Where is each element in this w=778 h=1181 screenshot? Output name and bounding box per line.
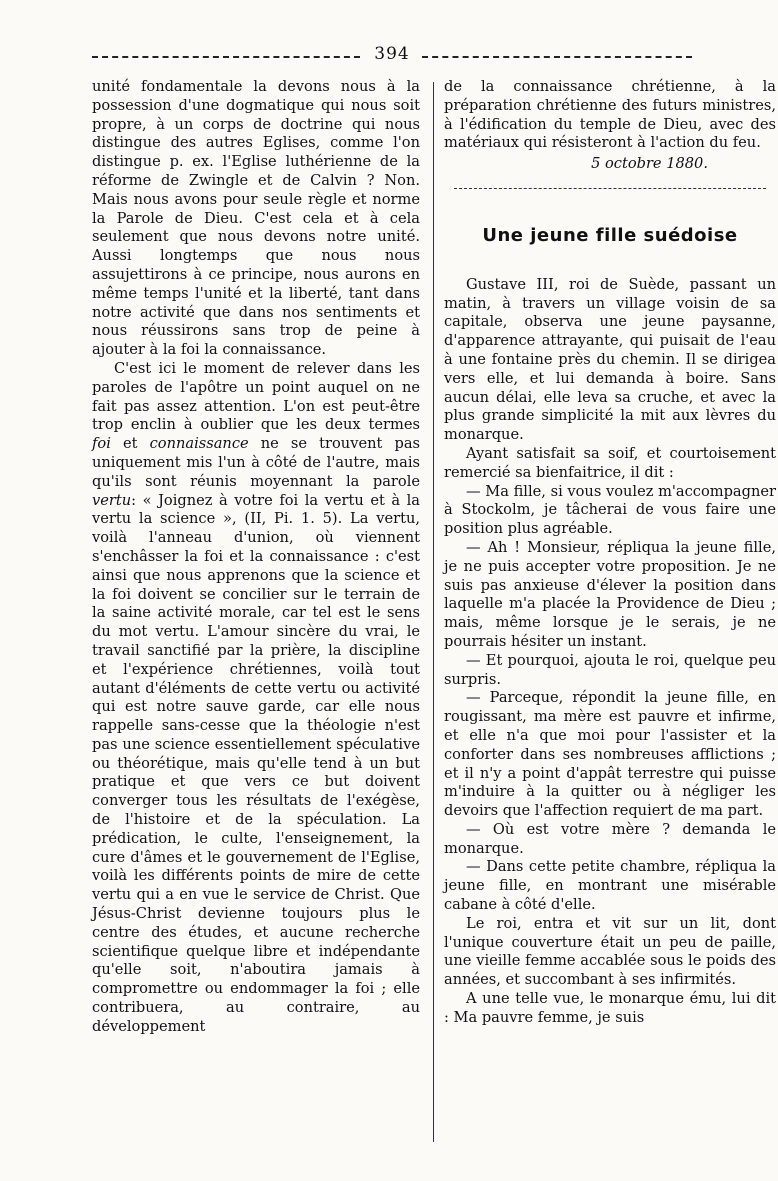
page-number: 394 [374, 44, 410, 64]
paragraph: — Dans cette petite chambre, répliqua la jeune fille, en montrant une misérable cabane à côté d'elle. [444, 858, 776, 914]
emphasis-vertu: vertu [92, 491, 132, 509]
date-line: 5 octobre 1880. [591, 155, 708, 173]
column-divider [433, 82, 434, 1142]
article-title: Une jeune fille suédoise [482, 224, 738, 246]
section-rule [454, 188, 766, 189]
left-column [92, 78, 420, 1037]
paragraph: Gustave III, roi de Suède, passant un matin, à travers un village voisin de sa capitale, observa une jeune paysanne, d'apparence attrayante, qui puisait de l'eau à une fontaine près du chemin. Il se dirigea vers elle, et lui demanda à boire. Sans aucun délai, elle leva sa cruche, et avec la plus grande simplicité la mit aux lèvres du monarque. [444, 275, 776, 444]
emphasis-connaissance: connaissance [149, 435, 249, 453]
paragraph: Le roi, entra et vit sur un lit, dont l'unique couverture était un peu de paille, une vieille femme accablée sous le poids des années, et succombant à ses infirmités. [444, 914, 776, 989]
paragraph: A une telle vue, le monarque ému, lui dit : Ma pauvre femme, je suis [444, 990, 776, 1026]
header-rule-left [92, 56, 360, 58]
paragraph: unité fondamentale la devons nous à la possession d'une dogmatique qui nous soit propre, à un corps de doctrine qui nous distingue des autres Eglises, comme l'on distingue p. ex. l'Eglise luthérienne de la réforme de Zwingle et de Calvin ? Non. Mais nous avons pour seule règle et norme la Parole de Dieu. C'est cela et à cela seulement que nous devons notre unité. Aussi longtemps que nous nous assujettirons à ce principe, nous aurons en même temps l'unité et la liberté, tant dans notre activité que dans nos sentiments et nous réussirons sans trop de peine à ajouter à la foi la connaissance. [92, 78, 420, 359]
paragraph: — Où est votre mère ? demanda le monarque. [444, 820, 776, 857]
paragraph: — Ma fille, si vous voulez m'accompagner à Stockolm, je tâcherai de vous faire une position plus agréable. [444, 482, 776, 538]
right-column [444, 78, 776, 1028]
page-header [92, 44, 692, 66]
text-run: C'est ici le moment de relever dans les paroles de l'apôtre un point auquel on ne fait pas assez attention. L'on est peut-être trop enclin à oublier que les deux termes [92, 359, 420, 434]
paragraph: — Et pourquoi, ajouta le roi, quelque peu surpris. [444, 651, 776, 688]
paragraph: — Parceque, répondit la jeune fille, en rougissant, ma mère est pauvre et infirme, et elle n'a que moi pour l'assister et la conforter dans ses nombreuses afflictions ; et il n'y a point d'appât terrestre qui puisse m'induire à la quitter ou à négliger les devoirs que l'affection requiert de ma part. [444, 689, 776, 820]
paragraph: — Ah ! Monsieur, répliqua la jeune fille, je ne puis accepter votre proposition. Je ne suis pas anxieuse d'élever la position dans laquelle m'a placée la Providence de Dieu ; mais, même lorsque je le serais, je ne pourrais hésiter un instant. [444, 538, 776, 650]
paragraph: de la connaissance chrétienne, à la préparation chrétienne des futurs ministres, à l'édification du temple de Dieu, avec des matériaux qui résisteront à l'action du feu. [444, 78, 776, 152]
text-run: ne se trouvent pas uniquement mis l'un à côté de l'autre, mais qu'ils sont réunis moyennant la parole [92, 435, 421, 490]
text-run: : « Joignez à votre foi la vertu et à la vertu la science », (II, Pi. 1. 5). La vertu, voilà l'anneau d'union, où viennent s'enchâsser la foi et la connaissance : c'est ainsi que nous apprenons que la science et la foi doivent se concilier sur le terrain de la saine activité morale, car tel est le sens du mot vertu. L'amour sincère du vrai, le travail sanctifié par la prière, la discipline et l'expérience chrétiennes, voilà tout autant d'éléments de cette vertu ou activité qui est notre sauve garde, car elle nous rappelle sans-cesse que la théologie n'est pas une science essentiellement spéculative ou théorétique, mais qu'elle tend à un but pratique et que vers ce but doivent converger tous les résultats de l'exégèse, de l'histoire et de la spéculation. La prédication, le culte, l'enseignement, la cure d'âmes et le gouvernement de l'Eglise, voilà les différents points de mire de cette vertu qui a en vue le service de Christ. Que Jésus-Christ devienne toujours plus le centre des études, et aucune recherche scientifique quelque libre et indépendante qu'elle soit, n'aboutira jamais à compromettre ou endommager la foi ; elle contribuera, au contraire, au développement [92, 491, 420, 1035]
emphasis-foi: foi [92, 435, 111, 453]
header-rule-right [422, 56, 692, 58]
paragraph [92, 360, 420, 1037]
paragraph: Ayant satisfait sa soif, et courtoisement remercié sa bienfaitrice, il dit : [444, 444, 776, 481]
text-run: et [110, 435, 150, 453]
